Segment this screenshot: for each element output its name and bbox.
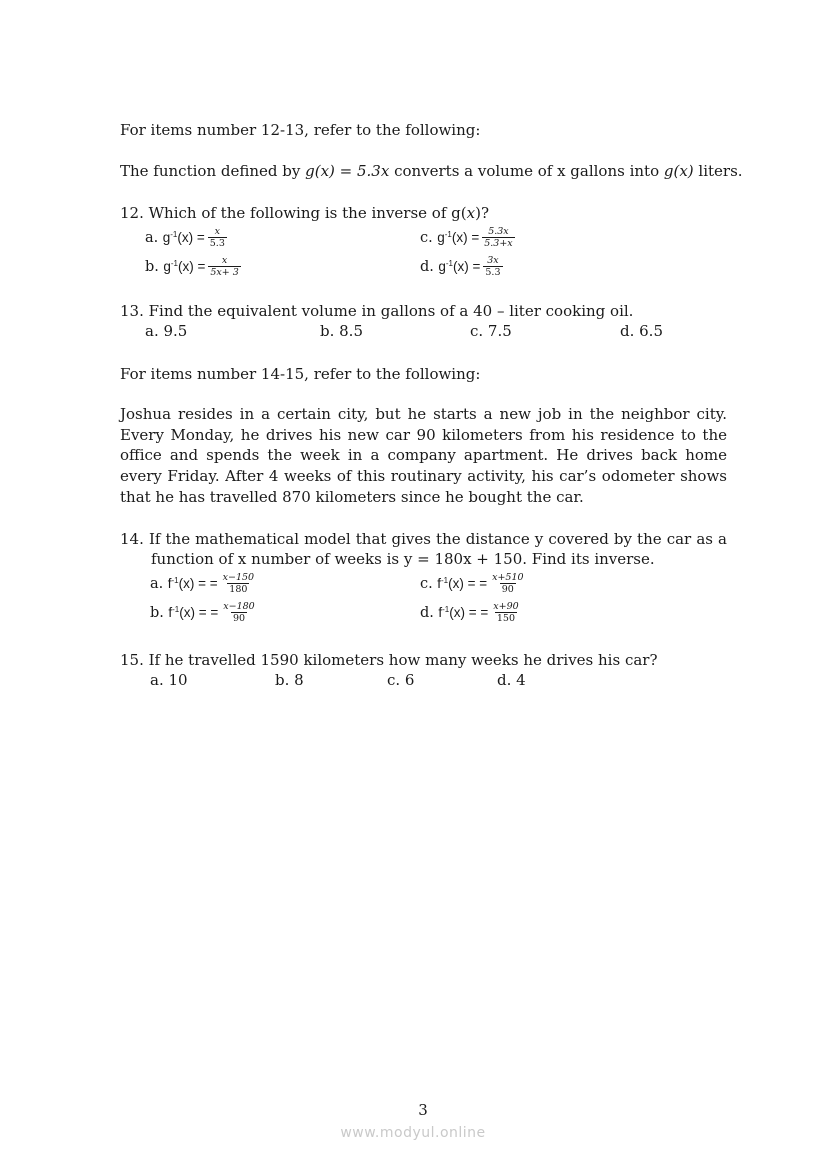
q15-choice-d[interactable]: d. 4	[497, 671, 526, 689]
option-function: $g^{-1}(x)$ =	[437, 230, 480, 245]
q14-option-b[interactable]	[150, 601, 257, 624]
question-13-stem: 13. Find the equivalent volume in gallons of a 40 – liter cooking oil.	[120, 302, 634, 320]
option-function: $f^{-1}(x)$ = =	[437, 576, 488, 591]
q12-option-c[interactable]	[420, 226, 515, 249]
q14-option-c[interactable]	[420, 572, 526, 595]
question-14-stem-line1: 14. If the mathematical model that gives the distance y covered by the car as a	[120, 530, 727, 548]
question-14-stem-line2: function of x number of weeks is y = 180x + 150. Find its inverse.	[151, 550, 655, 568]
q12-option-b[interactable]	[145, 255, 241, 278]
question-12-x: x	[466, 204, 476, 222]
q13-choice-c[interactable]: c. 7.5	[470, 322, 512, 340]
function-def-after: liters.	[693, 162, 743, 180]
q14-option-a[interactable]	[150, 572, 256, 595]
question-12-text: 12. Which of the following is the inverse of g(	[120, 204, 467, 222]
intro-items-12-13: For items number 12-13, refer to the following:	[120, 121, 481, 139]
option-label: a.	[150, 575, 164, 592]
page-number: 3	[418, 1101, 428, 1119]
function-def-before: The function defined by	[120, 162, 306, 180]
question-12-end: )?	[475, 204, 489, 222]
q13-choice-d[interactable]: d. 6.5	[620, 322, 663, 340]
option-fraction: $\frac{x+510}{90}$	[492, 572, 524, 595]
q15-choice-c[interactable]: c. 6	[387, 671, 415, 689]
option-fraction: $\frac{5.3x}{5.3+x}$	[484, 226, 513, 249]
q13-choice-b[interactable]: b. 8.5	[320, 322, 363, 340]
option-fraction: $\frac{x-150}{180}$	[222, 572, 255, 595]
option-label: d.	[420, 258, 434, 275]
story-paragraph: Joshua resides in a certain city, but he starts a new job in the neighbor city. Every Monday, he drives his new car 90 kilometers from his residence to the office and spends the week in a company apartment. He drives back home every Friday. After 4 weeks of this routinary activity, his car’s odometer shows that he has travelled 870 kilometers since he bought the car.	[120, 405, 727, 506]
q12-option-d[interactable]	[420, 255, 503, 278]
option-fraction: $\frac{x}{5x+ 3}$	[210, 255, 239, 278]
option-label: b.	[145, 258, 159, 275]
function-def-math: g(x) = 5.3x	[305, 162, 390, 180]
option-fraction: $\frac{3x}{5.3}$	[485, 255, 501, 278]
option-function: $f^{-1}(x)$ = =	[168, 605, 219, 620]
option-fraction: $\frac{x}{5.3}$	[209, 226, 225, 249]
option-function: $g^{-1}(x)$ =	[162, 230, 205, 245]
option-fraction: $\frac{x-180}{90}$	[223, 601, 255, 624]
function-def-g: g(x)	[663, 162, 694, 180]
function-def-middle: converts a volume of x gallons into	[389, 162, 664, 180]
q13-choice-a[interactable]: a. 9.5	[145, 322, 188, 340]
q12-option-a[interactable]	[145, 226, 227, 249]
option-label: d.	[420, 604, 434, 621]
option-label: b.	[150, 604, 164, 621]
option-label: c.	[420, 575, 433, 592]
q15-choice-b[interactable]: b. 8	[275, 671, 304, 689]
q15-choice-a[interactable]: a. 10	[150, 671, 188, 689]
intro-items-14-15: For items number 14-15, refer to the following:	[120, 365, 481, 383]
question-15-stem: 15. If he travelled 1590 kilometers how many weeks he drives his car?	[120, 651, 658, 669]
watermark: www.modyul.online	[340, 1125, 486, 1141]
function-definition	[120, 161, 743, 181]
option-function: $g^{-1}(x)$ =	[163, 259, 206, 274]
option-function: $g^{-1}(x)$ =	[438, 259, 481, 274]
q14-option-d[interactable]	[420, 601, 521, 624]
option-function: $f^{-1}(x)$ = =	[438, 605, 489, 620]
option-fraction: $\frac{x+90}{150}$	[493, 601, 519, 624]
question-12-stem	[120, 203, 489, 223]
option-function: $f^{-1}(x)$ = =	[167, 576, 218, 591]
option-label: c.	[420, 229, 433, 246]
option-label: a.	[145, 229, 159, 246]
